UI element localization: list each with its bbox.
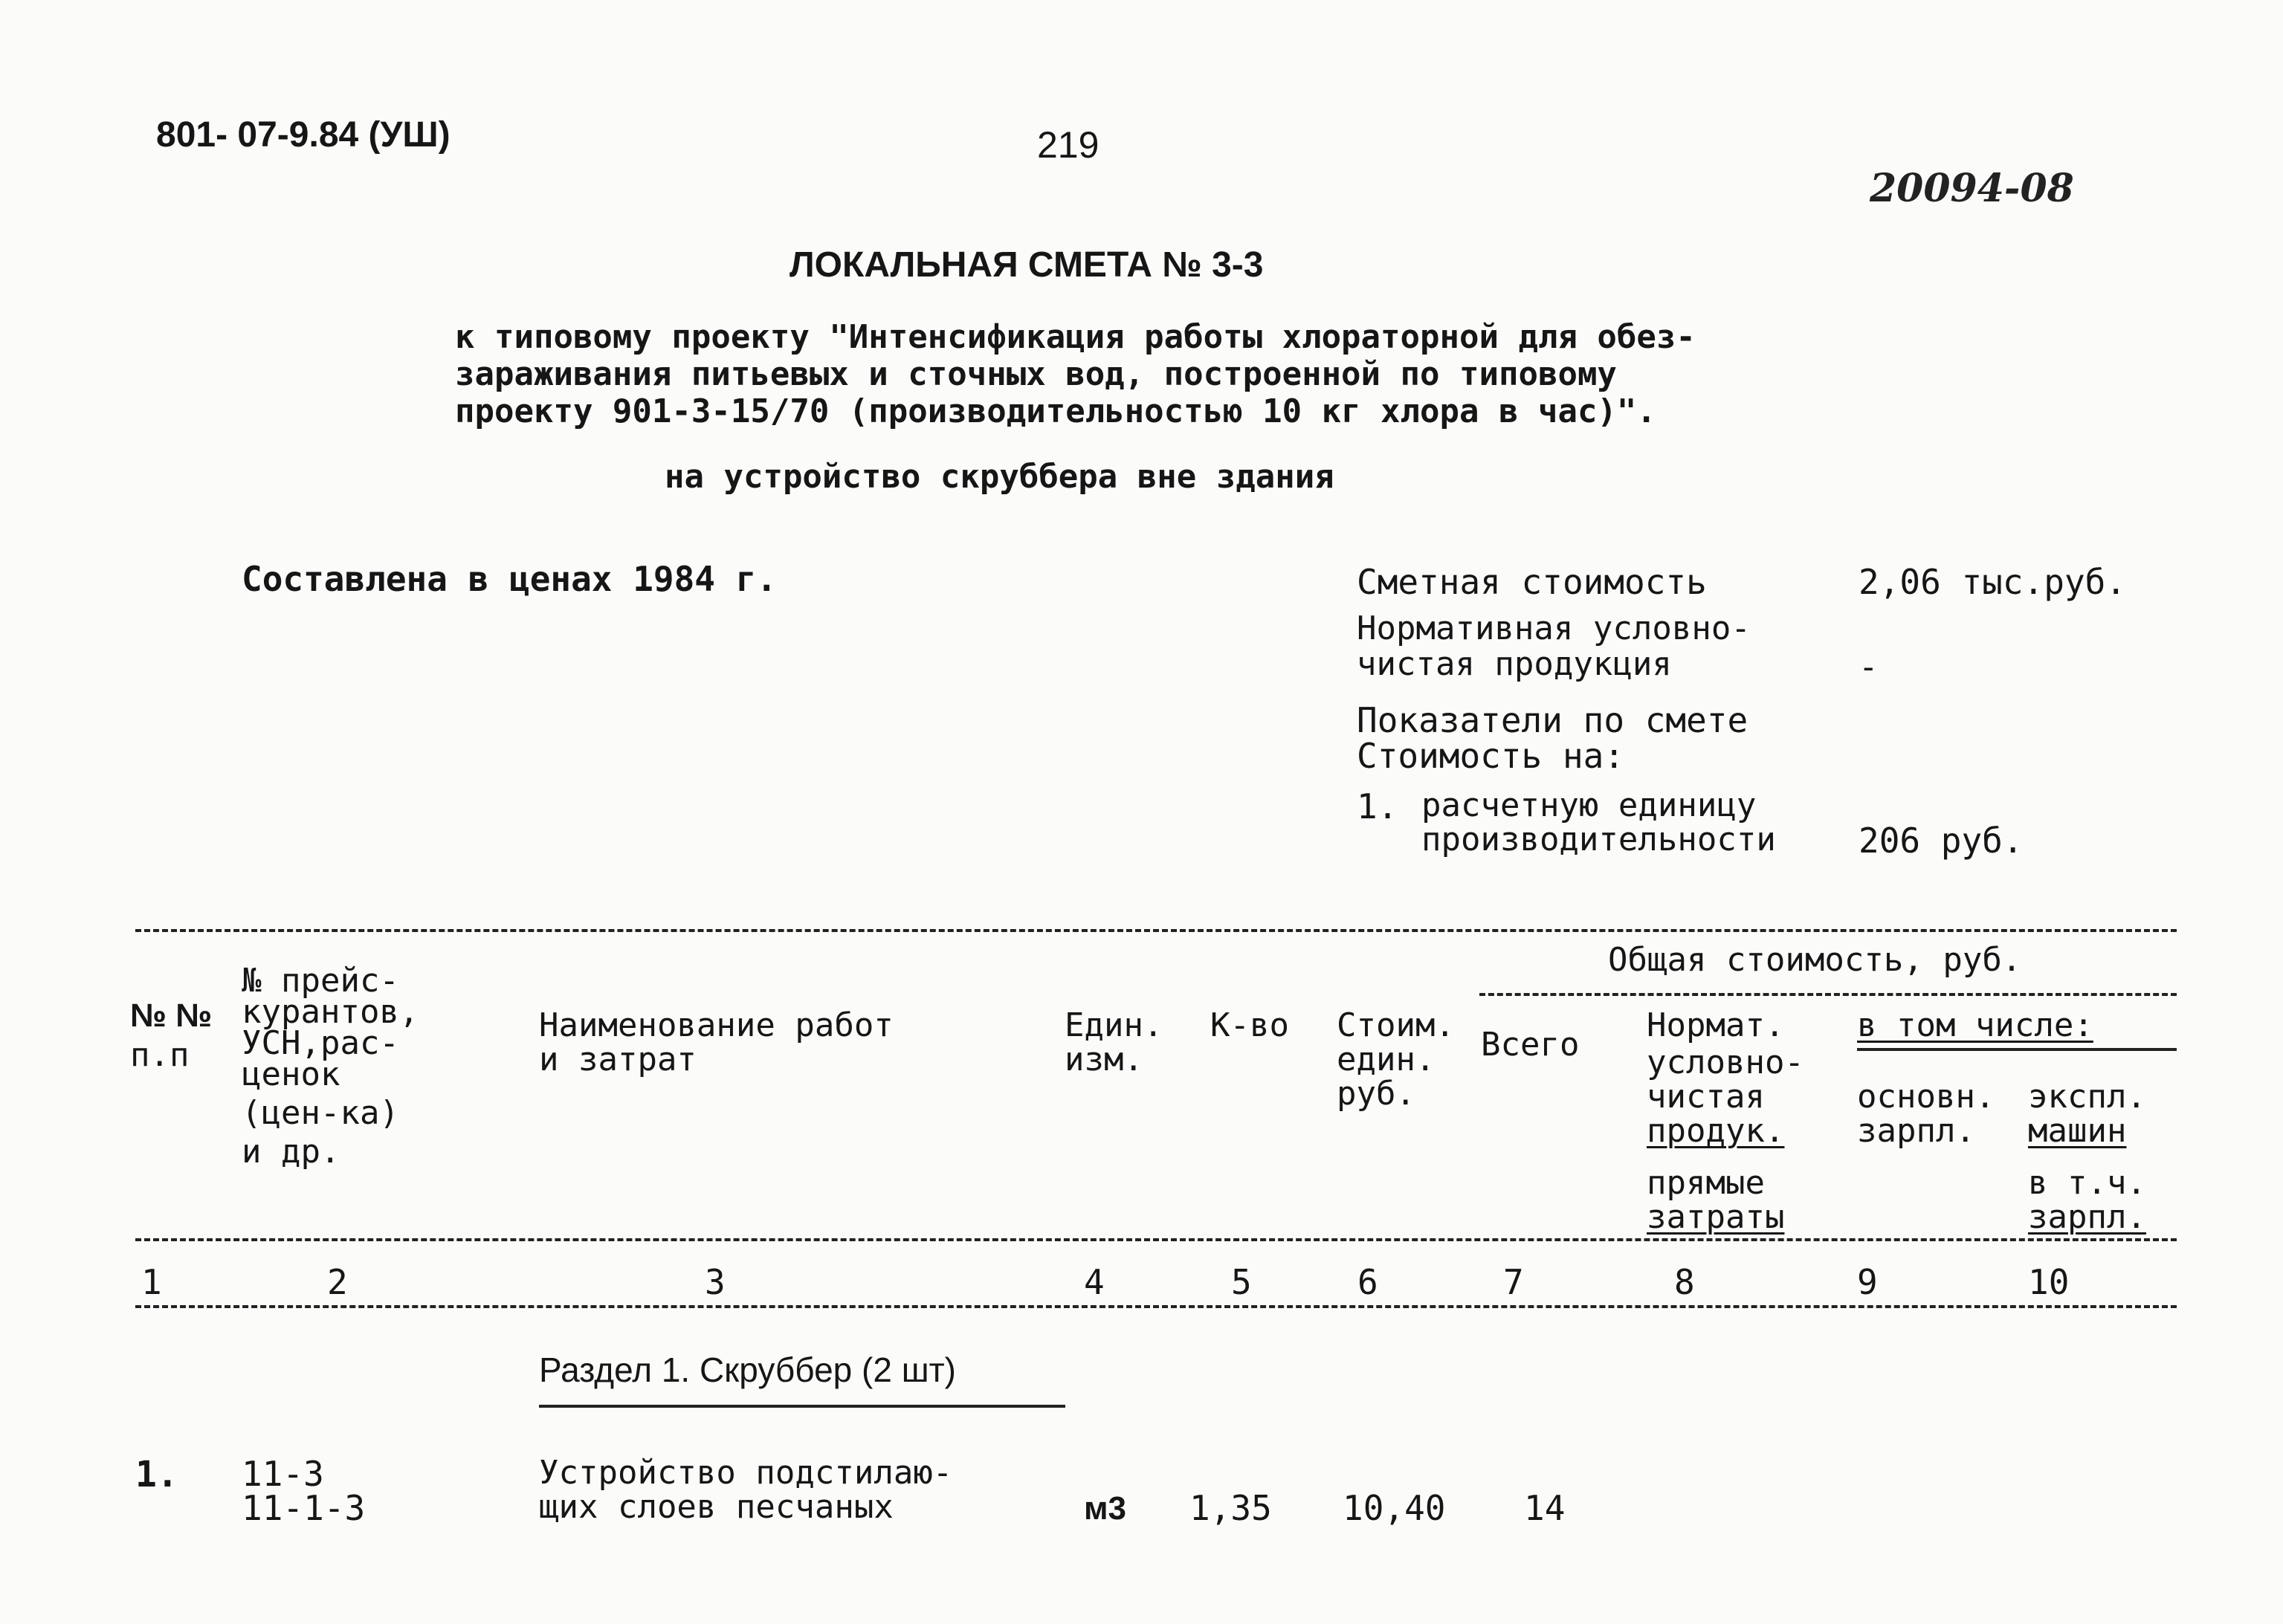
column-number-8: 8 [1674,1262,1695,1302]
header-norm-2: условно- [1647,1044,1804,1081]
header-norm-4: продук. [1647,1112,1785,1150]
header-price-4: ценок [242,1055,340,1093]
header-mach-1: экспл. [2028,1078,2146,1116]
header-mach-wages-2: зарпл. [2028,1198,2146,1236]
normative-label-1: Нормативная условно- [1357,609,1751,647]
column-number-4: 4 [1084,1262,1105,1302]
column-number-6: 6 [1357,1262,1378,1302]
estimate-title: ЛОКАЛЬНАЯ СМЕТА № 3-3 [789,245,1264,285]
header-mach-wages-1: в т.ч. [2028,1164,2146,1202]
column-number-2: 2 [327,1262,348,1302]
cost-value: 2,06 тыс.руб. [1859,562,2127,602]
header-num-1: № № [130,997,213,1034]
header-price-6: и др. [242,1133,340,1171]
header-total: Всего [1481,1026,1580,1064]
row-total: 14 [1524,1488,1566,1528]
header-mach-2: машин [2028,1112,2127,1150]
header-price-1: № прейс- [242,962,399,1000]
header-unit-cost-1: Стоим. [1337,1006,1455,1044]
normative-label-2: чистая продукция [1357,645,1672,683]
column-number-7: 7 [1503,1262,1524,1302]
header-bottom-rule [135,1238,2177,1241]
handwritten-number: 20094-08 [1870,166,2074,211]
column-number-5: 5 [1231,1262,1252,1302]
normative-value: - [1859,648,1879,686]
header-name-2: и затрат [539,1041,697,1078]
unit-value: 206 руб. [1859,821,2024,861]
column-number-10: 10 [2028,1262,2070,1302]
row-unit: м3 [1084,1490,1127,1527]
row-name-2: щих слоев песчаных [539,1488,894,1526]
header-unit-1: Един. [1065,1006,1163,1044]
cost-label: Сметная стоимость [1357,562,1707,602]
row-number: 1. [135,1454,178,1495]
indicators-label-2: Стоимость на: [1357,736,1625,776]
unit-label-1: расчетную единицу [1421,786,1757,824]
row-qty: 1,35 [1189,1488,1272,1528]
header-num-2: п.п [130,1036,190,1074]
column-number-1: 1 [141,1262,162,1302]
header-name-1: Наименование работ [539,1006,894,1044]
header-price-3: УСН,рас- [242,1024,399,1062]
page-number: 219 [1037,124,1099,166]
section-title-underline [539,1405,1065,1408]
document-code: 801- 07-9.84 (УШ) [156,115,451,155]
header-direct-2: затраты [1647,1198,1785,1236]
header-total-group: Общая стоимость, руб. [1608,941,2022,979]
header-direct-1: прямые [1647,1164,1765,1202]
column-number-rule [135,1305,2177,1308]
header-unit-cost-2: един. [1337,1041,1436,1078]
header-group-rule [1479,993,2177,996]
unit-item-number: 1. [1357,786,1398,826]
prices-note: Составлена в ценах 1984 г. [242,559,778,599]
header-unit-cost-3: руб. [1337,1075,1415,1113]
header-price-5: (цен-ка) [242,1094,399,1132]
row-code-2: 11-1-3 [242,1488,366,1528]
table-top-rule [135,929,2177,932]
subtitle-line-1: к типовому проекту "Интенсификация работы хлораторной для обез- [455,318,1696,356]
header-including: в том числе: [1857,1006,2093,1044]
header-unit-2: изм. [1065,1041,1143,1078]
header-wages-1: основн. [1857,1078,1995,1116]
header-norm-3: чистая [1647,1078,1765,1116]
indicators-label-1: Показатели по смете [1357,700,1748,740]
header-price-2: курантов, [242,993,419,1031]
row-unit-cost: 10,40 [1343,1488,1446,1528]
subtitle-line-3: проекту 901-3-15/70 (производительностью 10 кг хлора в час)". [455,392,1656,430]
subtitle-line-2: зараживания питьевых и сточных вод, построенной по типовому [455,355,1617,393]
header-wages-2: зарпл. [1857,1112,1975,1150]
header-including-rule [1857,1048,2177,1051]
header-qty: К-во [1210,1006,1289,1044]
row-name-1: Устройство подстилаю- [539,1454,953,1492]
column-number-3: 3 [705,1262,726,1302]
column-number-9: 9 [1857,1262,1878,1302]
section-title: Раздел 1. Скруббер (2 шт) [539,1350,956,1389]
row-code-1: 11-3 [242,1454,324,1494]
unit-label-2: производительности [1421,821,1776,858]
header-norm-1: Нормат. [1647,1006,1785,1044]
estimate-purpose: на устройство скруббера вне здания [665,458,1334,496]
